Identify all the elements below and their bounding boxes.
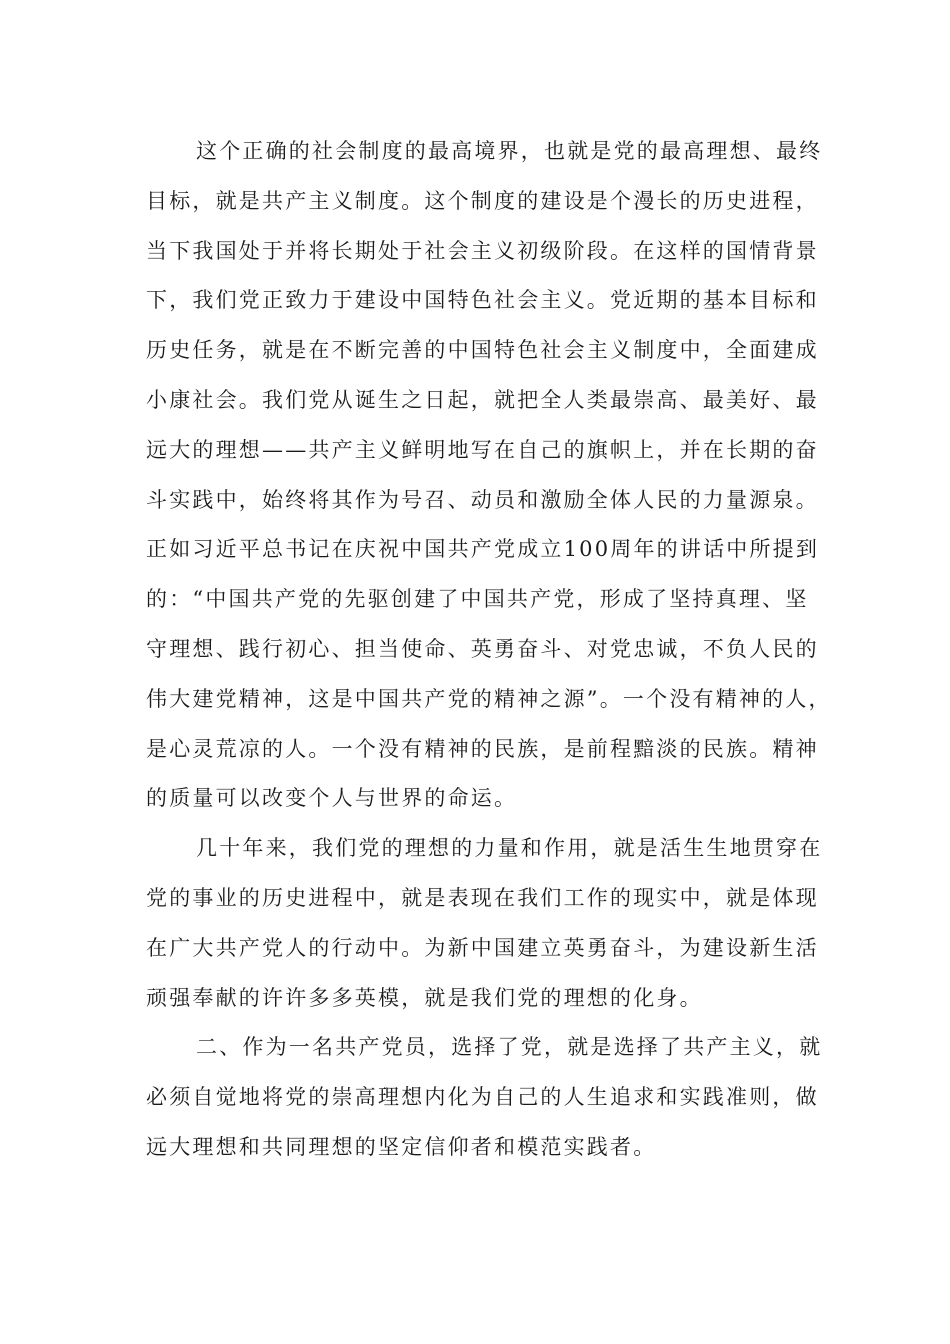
paragraph-line: 当下我国处于并将长期处于社会主义初级阶段。在这样的国情背景 bbox=[146, 238, 819, 263]
paragraph-1 bbox=[146, 127, 832, 824]
paragraph-line: 远大的理想——共产主义鲜明地写在自己的旗帜上，并在长期的奋 bbox=[146, 437, 819, 462]
paragraph-line: 党的事业的历史进程中，就是表现在我们工作的现实中，就是体现 bbox=[146, 885, 819, 910]
paragraph-line: 顽强奉献的许许多多英模，就是我们党的理想的化身。 bbox=[146, 985, 703, 1010]
paragraph-3 bbox=[146, 1023, 823, 1172]
paragraph-line: 在广大共产党人的行动中。为新中国建立英勇奋斗，为建设新生活 bbox=[146, 935, 819, 960]
paragraph-line: 斗实践中，始终将其作为号召、动员和激励全体人民的力量源泉。 bbox=[146, 487, 819, 512]
paragraph-line: 的质量可以改变个人与世界的命运。 bbox=[146, 786, 518, 811]
paragraph-line: 正如习近平总书记在庆祝中国共产党成立100周年的讲话中所提到 bbox=[146, 537, 820, 562]
paragraph-line: 小康社会。我们党从诞生之日起，就把全人类最崇高、最美好、最 bbox=[146, 387, 819, 412]
paragraph-line: 目标，就是共产主义制度。这个制度的建设是个漫长的历史进程， bbox=[146, 188, 819, 213]
paragraph-line: 守理想、践行初心、担当使命、英勇奋斗、对党忠诚，不负人民的 bbox=[146, 636, 819, 661]
paragraph-line: 的：“中国共产党的先驱创建了中国共产党，形成了坚持真理、坚 bbox=[146, 587, 809, 612]
paragraph-line: 下，我们党正致力于建设中国特色社会主义。党近期的基本目标和 bbox=[146, 288, 819, 313]
paragraph-line: 伟大建党精神，这是中国共产党的精神之源”。一个没有精神的人， bbox=[146, 686, 832, 711]
paragraph-line: 是心灵荒凉的人。一个没有精神的民族，是前程黯淡的民族。精神 bbox=[146, 736, 819, 761]
paragraph-line: 远大理想和共同理想的坚定信仰者和模范实践者。 bbox=[146, 1134, 657, 1159]
paragraph-line: 这个正确的社会制度的最高境界，也就是党的最高理想、最终 bbox=[196, 139, 823, 163]
paragraph-line: 二、作为一名共产党员，选择了党，就是选择了共产主义，就 bbox=[196, 1035, 823, 1060]
paragraph-2 bbox=[146, 824, 823, 1023]
paragraph-line: 几十年来，我们党的理想的力量和作用，就是活生生地贯穿在 bbox=[196, 836, 823, 861]
document-body bbox=[146, 127, 832, 1173]
paragraph-line: 必须自觉地将党的崇高理想内化为自己的人生追求和实践准则，做 bbox=[146, 1085, 819, 1110]
paragraph-line: 历史任务，就是在不断完善的中国特色社会主义制度中，全面建成 bbox=[146, 338, 819, 363]
